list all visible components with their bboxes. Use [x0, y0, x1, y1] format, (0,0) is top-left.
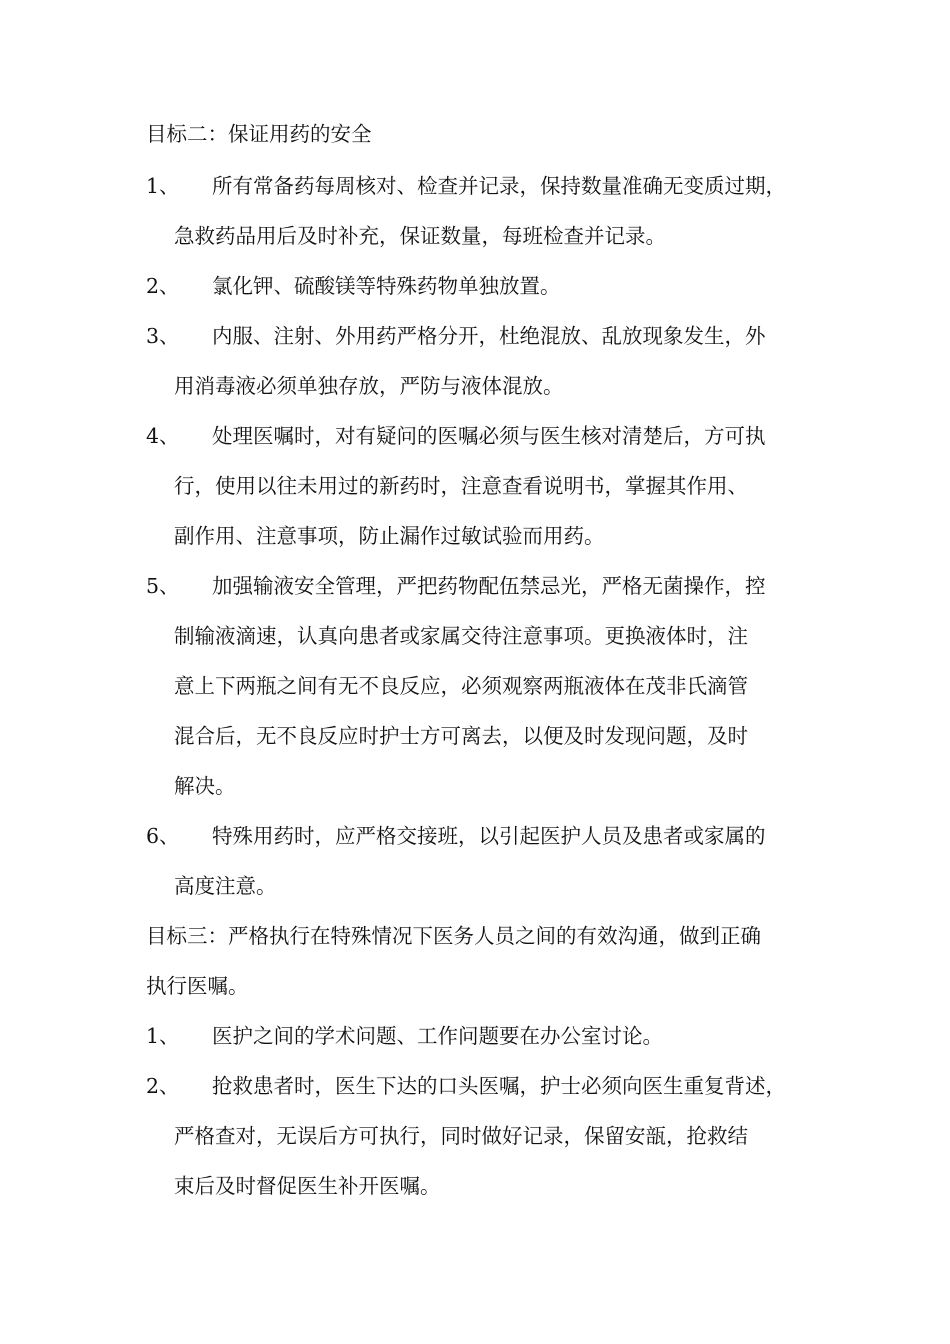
list-item-number: 1、 — [146, 1024, 180, 1048]
list-item-text: 混合后，无不良反应时护士方可离去，以便及时发现问题，及时 — [174, 724, 748, 748]
list-item-text: 制输液滴速，认真向患者或家属交待注意事项。更换液体时，注 — [174, 624, 748, 648]
list-item-text: 医护之间的学术问题、工作问题要在办公室讨论。 — [212, 1024, 663, 1048]
list-item-text: 行，使用以往未用过的新药时，注意查看说明书，掌握其作用、 — [174, 474, 748, 498]
list-item-number: 6、 — [146, 824, 180, 848]
list-item-text: 氯化钾、硫酸镁等特殊药物单独放置。 — [212, 274, 561, 298]
list-item-text: 解决。 — [174, 774, 236, 798]
list-item-text: 高度注意。 — [174, 874, 277, 898]
section-heading-goal-2: 目标二：保证用药的安全 — [146, 122, 372, 146]
list-item-text: 束后及时督促医生补开医嘱。 — [174, 1174, 441, 1198]
list-item-text: 内服、注射、外用药严格分开，杜绝混放、乱放现象发生，外 — [212, 324, 766, 348]
list-item-number: 1、 — [146, 174, 180, 198]
list-item-text: 抢救患者时，医生下达的口头医嘱，护士必须向医生重复背述， — [212, 1074, 786, 1098]
list-item-text: 急救药品用后及时补充，保证数量，每班检查并记录。 — [174, 224, 666, 248]
list-item-text: 用消毒液必须单独存放，严防与液体混放。 — [174, 374, 564, 398]
list-item-text: 副作用、注意事项，防止漏作过敏试验而用药。 — [174, 524, 605, 548]
list-item-text: 严格查对，无误后方可执行，同时做好记录，保留安瓿，抢救结 — [174, 1124, 748, 1148]
section-heading-goal-3: 目标三：严格执行在特殊情况下医务人员之间的有效沟通，做到正确 — [146, 924, 761, 948]
list-item-text: 处理医嘱时，对有疑问的医嘱必须与医生核对清楚后，方可执 — [212, 424, 766, 448]
section-heading-goal-3-continued: 执行医嘱。 — [146, 974, 249, 998]
list-item-number: 4、 — [146, 424, 180, 448]
list-item-number: 3、 — [146, 324, 180, 348]
list-item-text: 所有常备药每周核对、检查并记录，保持数量准确无变质过期， — [212, 174, 786, 198]
list-item-number: 5、 — [146, 574, 180, 598]
list-item-number: 2、 — [146, 1074, 180, 1098]
list-item-text: 加强输液安全管理，严把药物配伍禁忌光，严格无菌操作，控 — [212, 574, 766, 598]
list-item-text: 意上下两瓶之间有无不良反应，必须观察两瓶液体在茂非氏滴管 — [174, 674, 748, 698]
list-item-text: 特殊用药时，应严格交接班，以引起医护人员及患者或家属的 — [212, 824, 766, 848]
list-item-number: 2、 — [146, 274, 180, 298]
